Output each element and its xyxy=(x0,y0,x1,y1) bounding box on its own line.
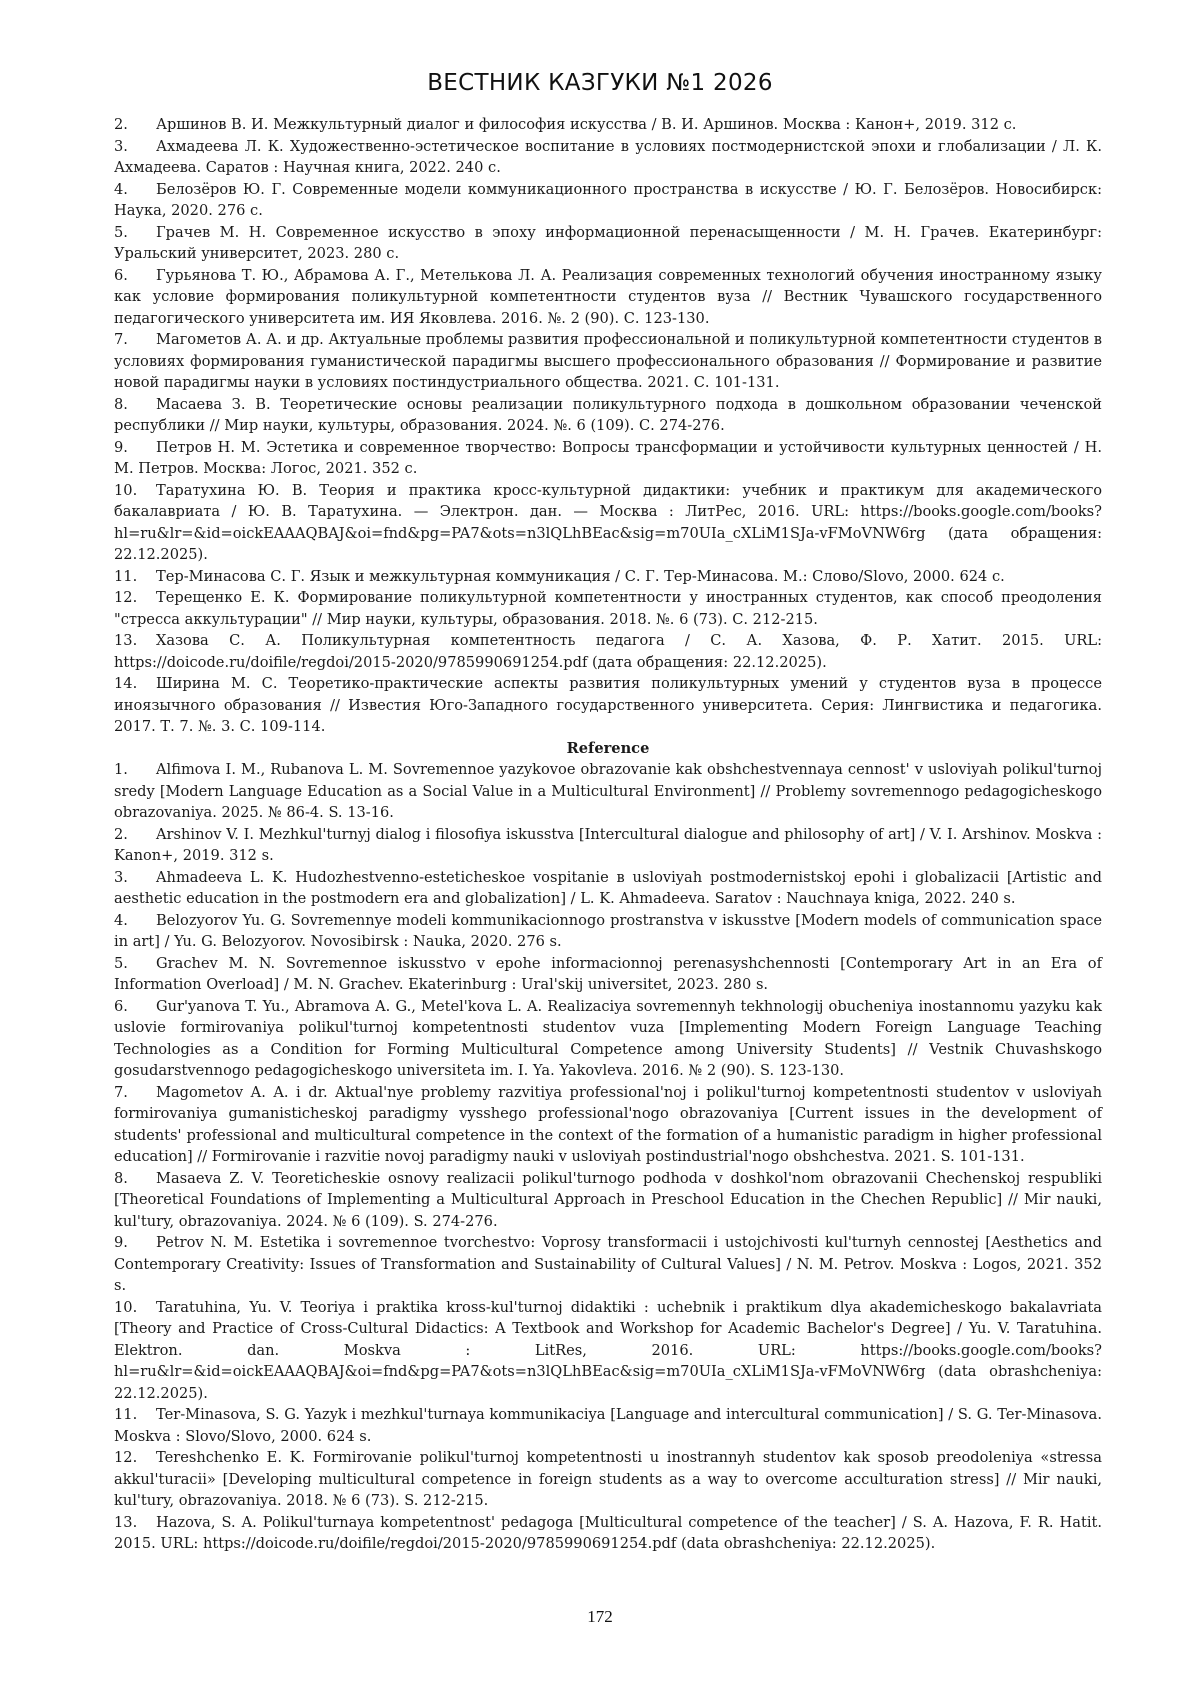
reference-number: 5. xyxy=(114,954,128,972)
reference-entry xyxy=(114,1232,1102,1297)
reference-text: Alfimova I. M., Rubanova L. M. Sovremennoe yazykovoe obrazovanie kak obshchestvennaya cennost' v usloviyah polikul'turnoj sredy [Modern Language Education as a Social Value in a Multicultural Environment] // Problemy sovremennogo pedagogicheskogo obrazovaniya. 2025. № 86-4. S. 13-16. xyxy=(114,761,1102,821)
reference-text: Ширина М. С. Теоретико-практические аспекты развития поликультурных умений у студентов вуза в процессе иноязычного образования // Известия Юго-Западного государственного университета. Серия: Лингвистика и педагогика. 2017. Т. 7. №. 3. С. 109-114. xyxy=(114,675,1102,735)
reference-number: 6. xyxy=(114,266,128,284)
reference-text: Таратухина Ю. В. Теория и практика кросс-культурной дидактики: учебник и практикум для академического бакалавриата / Ю. В. Таратухина. — Электрон. дан. — Москва : ЛитРес, 2016. URL: https://books.google.com/books?hl=ru&lr=&id=oickEAAAQBAJ&oi=fnd&pg=PA7&ots=n3lQLhBEac&sig=m70UIa_cXLiM1SJa-vFMoVNW6rg (дата обращения: 22.12.2025). xyxy=(114,481,1102,563)
references-ru-list xyxy=(114,114,1102,738)
reference-text: Ахмадеева Л. К. Художественно-эстетическое воспитание в условиях постмодернистской эпохи и глобализации / Л. К. Ахмадеева. Саратов : Научная книга, 2022. 240 с. xyxy=(114,137,1102,176)
reference-entry xyxy=(114,566,1102,588)
reference-entry xyxy=(114,824,1102,867)
reference-number: 13. xyxy=(114,632,138,649)
reference-entry xyxy=(114,1404,1102,1447)
reference-number: 12. xyxy=(114,589,138,606)
reference-entry xyxy=(114,1512,1102,1555)
reference-number: 14. xyxy=(114,675,138,692)
reference-number: 8. xyxy=(114,1169,128,1187)
reference-number: 12. xyxy=(114,1449,138,1466)
reference-number: 7. xyxy=(114,1083,128,1101)
reference-entry xyxy=(114,114,1102,136)
reference-number: 5. xyxy=(114,223,128,241)
reference-entry xyxy=(114,394,1102,437)
reference-number: 7. xyxy=(114,331,128,348)
reference-entry xyxy=(114,222,1102,265)
reference-number: 3. xyxy=(114,137,128,155)
reference-text: Magometov A. A. i dr. Aktual'nye problemy razvitiya professional'noj i polikul'turnoj kompetentnosti studentov v usloviyah formirovaniya gumanisticheskoj paradigmy vysshego professional'nogo obrazovaniya [Current issues in the development of students' professional and multicultural competence in the context of the formation of a humanistic paradigm in higher professional education] // Formirovanie i razvitie novoj paradigmy nauki v usloviyah postindustrial'nogo obshchestva. 2021. S. 101-131. xyxy=(114,1083,1102,1165)
reference-entry xyxy=(114,759,1102,824)
reference-number: 9. xyxy=(114,1234,128,1251)
reference-number: 8. xyxy=(114,395,128,413)
reference-entry xyxy=(114,1447,1102,1512)
reference-entry xyxy=(114,1168,1102,1233)
reference-number: 2. xyxy=(114,825,128,843)
reference-number: 13. xyxy=(114,1513,138,1531)
reference-entry xyxy=(114,867,1102,910)
reference-text: Белозёров Ю. Г. Современные модели коммуникационного пространства в искусстве / Ю. Г. Белозёров. Новосибирск: Наука, 2020. 276 с. xyxy=(114,180,1102,219)
reference-text: Belozyorov Yu. G. Sovremennye modeli kommunikacionnogo prostranstva v iskusstve [Modern models of communication space in art] / Yu. G. Belozyorov. Novosibirsk : Nauka, 2020. 276 s. xyxy=(114,911,1102,950)
reference-text: Masaeva Z. V. Teoreticheskie osnovy realizacii polikul'turnogo podhoda v doshkol'nom obrazovanii Chechenskoj respubliki [Theoretical Foundations of Implementing a Multicultural Approach in Preschool Education in the Chechen Republic] // Mir nauki, kul'tury, obrazovaniya. 2024. № 6 (109). S. 274-276. xyxy=(114,1169,1102,1230)
reference-number: 6. xyxy=(114,997,128,1015)
reference-entry xyxy=(114,673,1102,738)
reference-entry xyxy=(114,910,1102,953)
reference-number: 9. xyxy=(114,438,128,456)
reference-entry xyxy=(114,996,1102,1082)
journal-header: ВЕСТНИК КАЗГУКИ №1 2026 xyxy=(427,70,773,96)
reference-entry xyxy=(114,953,1102,996)
reference-entry xyxy=(114,587,1102,630)
reference-text: Грачев М. Н. Современное искусство в эпоху информационной перенасыщенности / М. Н. Грачев. Екатеринбург: Уральский университет, 2023. 280 с. xyxy=(114,223,1102,262)
reference-text: Терещенко Е. К. Формирование поликультурной компетентности у иностранных студентов, как способ преодоления "стресса аккультурации" // Мир науки, культуры, образования. 2018. №. 6 (73). С. 212-215. xyxy=(114,589,1102,628)
reference-text: Тер-Минасова С. Г. Язык и межкультурная коммуникация / С. Г. Тер-Минасова. М.: Слово/Slovo, 2000. 624 с. xyxy=(156,567,1005,585)
reference-entry xyxy=(114,480,1102,566)
reference-entry xyxy=(114,265,1102,330)
reference-number: 3. xyxy=(114,868,128,886)
reference-number: 2. xyxy=(114,116,128,133)
reference-number: 11. xyxy=(114,1406,138,1423)
references-en-list xyxy=(114,759,1102,1555)
reference-text: Аршинов В. И. Межкультурный диалог и философия искусства / В. И. Аршинов. Москва : Канон+, 2019. 312 с. xyxy=(156,116,1017,133)
reference-content xyxy=(114,114,1102,1555)
reference-number: 4. xyxy=(114,180,128,198)
reference-text: Arshinov V. I. Mezhkul'turnyj dialog i filosofiya iskusstva [Intercultural dialogue and philosophy of art] / V. I. Arshinov. Moskva : Kanon+, 2019. 312 s. xyxy=(114,825,1102,864)
reference-text: Петров Н. М. Эстетика и современное творчество: Вопросы трансформации и устойчивости культурных ценностей / Н. М. Петров. Москва: Логос, 2021. 352 с. xyxy=(114,438,1102,477)
reference-entry xyxy=(114,437,1102,480)
reference-entry xyxy=(114,1297,1102,1405)
reference-text: Gur'yanova T. Yu., Abramova A. G., Metel'kova L. A. Realizaciya sovremennyh tekhnologij obucheniya inostannomu yazyku kak uslovie formirovaniya polikul'turnoj kompetentnosti studentov vuza [Implementing Modern Foreign Language Teaching Technologies as a Condition for Forming Multicultural Competence among University Students] // Vestnik Chuvashskogo gosudarstvennogo pedagogicheskogo universiteta im. I. Ya. Yakovleva. 2016. № 2 (90). S. 123-130. xyxy=(114,997,1102,1079)
reference-entry xyxy=(114,136,1102,179)
reference-text: Ter-Minasova, S. G. Yazyk i mezhkul'turnaya kommunikaciya [Language and intercultural communication] / S. G. Ter-Minasova. Moskva : Slovo/Slovo, 2000. 624 s. xyxy=(114,1406,1102,1445)
reference-text: Taratuhina, Yu. V. Teoriya i praktika kross-kul'turnoj didaktiki : uchebnik i praktikum dlya akademicheskogo bakalavriata [Theory and Practice of Cross-Cultural Didactics: A Textbook and Workshop for Academic Bachelor's Degree] / Yu. V. Taratuhina. Elektron. dan. Moskva : LitRes, 2016. URL: https://books.google.com/books?hl=ru&lr=&id=oickEAAAQBAJ&oi=fnd&pg=PA7&ots=n3lQLhBEac&sig=m70UIa_cXLiM1SJa-vFMoVNW6rg (data obrashcheniya: 22.12.2025). xyxy=(114,1298,1102,1402)
reference-number: 1. xyxy=(114,761,128,778)
reference-number: 10. xyxy=(114,481,138,499)
reference-text: Tereshchenko E. K. Formirovanie polikul'turnoj kompetentnosti u inostrannyh studentov kak sposob preodoleniya «stressa akkul'turacii» [Developing multicultural competence in foreign students as a way to overcome acculturation stress] // Mir nauki, kul'tury, obrazovaniya. 2018. № 6 (73). S. 212-215. xyxy=(114,1449,1102,1509)
reference-text: Гурьянова Т. Ю., Абрамова А. Г., Метелькова Л. А. Реализация современных технологий обучения иностранному языку как условие формирования поликультурной компетентности студентов вуза // Вестник Чувашского государственного педагогического университета им. ИЯ Яковлева. 2016. №. 2 (90). С. 123-130. xyxy=(114,266,1102,327)
reference-text: Масаева З. В. Теоретические основы реализации поликультурного подхода в дошкольном образовании чеченской республики // Мир науки, культуры, образования. 2024. №. 6 (109). С. 274-276. xyxy=(114,395,1102,434)
reference-entry xyxy=(114,329,1102,394)
reference-text: Магометов А. А. и др. Актуальные проблемы развития профессиональной и поликультурной компетентности студентов в условиях формирования гуманистической парадигмы высшего профессионального образования // Формирование и развитие новой парадигмы науки в условиях постиндустриального общества. 2021. С. 101-131. xyxy=(114,331,1102,391)
reference-entry xyxy=(114,630,1102,673)
reference-entry xyxy=(114,1082,1102,1168)
reference-heading: Reference xyxy=(566,739,650,757)
reference-text: Hazova, S. A. Polikul'turnaya kompetentnost' pedagoga [Multicultural competence of the teacher] / S. A. Hazova, F. R. Hatit. 2015. URL: https://doicode.ru/doifile/regdoi/2015-2020/9785990691254.pdf (data obrashcheniya: 22.12.2025). xyxy=(114,1513,1102,1552)
reference-text: Petrov N. M. Estetika i sovremennoe tvorchestvo: Voprosy transformacii i ustojchivosti kul'turnyh cennostej [Aesthetics and Contemporary Creativity: Issues of Transformation and Sustainability of Cultural Values] / N. M. Petrov. Moskva : Logos, 2021. 352 s. xyxy=(114,1234,1102,1294)
page-number: 172 xyxy=(587,1607,613,1626)
reference-number: 11. xyxy=(114,567,138,585)
reference-entry xyxy=(114,179,1102,222)
reference-text: Хазова С. А. Поликультурная компетентность педагога / С. А. Хазова, Ф. Р. Хатит. 2015. URL: https://doicode.ru/doifile/regdoi/2015-2020/9785990691254.pdf (дата обращения: 22.12.2025). xyxy=(114,632,1102,671)
reference-number: 10. xyxy=(114,1298,138,1316)
reference-text: Grachev M. N. Sovremennoe iskusstvo v epohe informacionnoj perenasyshchennosti [Contemporary Art in an Era of Information Overload] / M. N. Grachev. Ekaterinburg : Ural'skij universitet, 2023. 280 s. xyxy=(114,954,1102,993)
reference-text: Ahmadeeva L. K. Hudozhestvenno-esteticheskoe vospitanie в usloviyah postmodernistskoj epohi i globalizacii [Artistic and aesthetic education in the postmodern era and globalization] / L. K. Ahmadeeva. Saratov : Nauchnaya kniga, 2022. 240 s. xyxy=(114,868,1102,907)
reference-number: 4. xyxy=(114,911,128,929)
